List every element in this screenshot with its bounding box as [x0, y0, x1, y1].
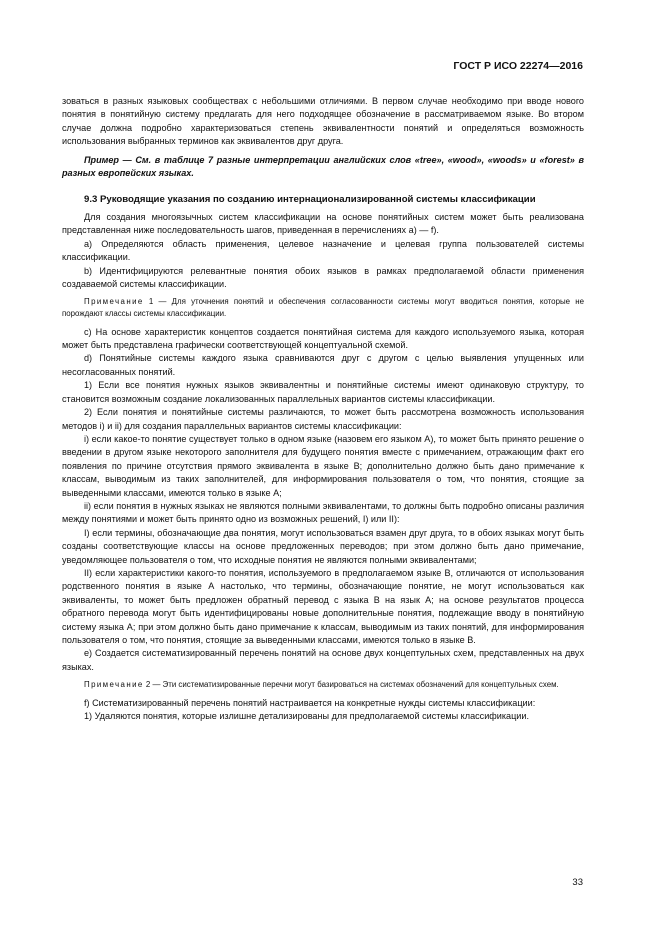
example-note: Пример — См. в таблице 7 разные интерпретации английских слов «tree», «wood», «woods» и «forest» в разных европейских языках. — [62, 154, 584, 179]
list-item-e: е) Создается систематизированный перечень понятий на основе двух концептульных схем, представленных на двух языках. — [62, 648, 584, 672]
list-item-I: I) если термины, обозначающие два понятия, могут использоваться взамен друг друга, то в обоих языках могут быть созданы соответствующие классы на основе предложенных переводов; при этом должно быть дано примечание, уведомляющее пользователя о том, что исходные понятия не являются полными эквивалентами; — [62, 527, 584, 565]
document-id: ГОСТ Р ИСО 22274—2016 — [453, 60, 583, 72]
paragraph-intro: зоваться в разных языковых сообществах с небольшими отличиями. В первом случае необходимо при вводе нового понятия в понятийную систему предлагать для него подходящее обозначение в рассматриваемом языке. Во втором случае должна подробно характеризоваться степень эквивалентности понятий и определяться возможность использования выбранных терминов как эквивалентов друг друга. — [62, 96, 584, 147]
list-item-f-1: 1) Удаляются понятия, которые излишне детализированы для предполагаемой системы классификации. — [84, 711, 529, 722]
paragraph-intro-steps: Для создания многоязычных систем классификации на основе понятийных систем может быть реализована представленная ниже последовательность шагов, приведенная в перечислениях а) — f). — [62, 212, 584, 236]
note-2-label: Примечание — [84, 680, 144, 690]
list-item-f: f) Систематизированный перечень понятий настраивается на конкретные нужды системы классификации: — [84, 697, 536, 708]
list-item-II: II) если характеристики какого-то понятия, используемого в предполагаемом языке В, отличаются от использования родственного понятия в языке А настолько, что термины, обозначающие понятие, не могут использоваться как эквиваленты, то может быть предложен обратный перевод с языка В на язык А; на основе результатов процесса обратного перевода могут быть идентифицированы новые дополнительные понятия, подлежащие вводу в понятийную систему языка А; при этом должно быть дано примечание к классам, выводимым из таких понятий, для информирования пользователя о том, что понятия, стоящие за выведенными классами, имеются только в языке В. — [62, 567, 584, 645]
list-item-i: i) если какое-то понятие существует только в одном языке (назовем его языком А), то может быть принято решение о введении в другом языке некоторого заполнителя для будущего понятия вместе с примечанием, отражающим факт его появления по причине отсутствия прямого эквивалента в языке В; дополнительно должно быть дано примечание к классам, выводимым из таких заполнителей, для информирования пользователя о том, что понятия, стоящие за выведенными классами, имеются только в языке А; — [62, 433, 584, 498]
page-number: 33 — [572, 877, 583, 888]
note-1-text: 1 — Для уточнения понятий и обеспечения согласованности системы могут вводиться понятия, которые не порождают классы системы классификации. — [62, 297, 584, 319]
note-2 — [62, 679, 584, 691]
list-item-a: а) Определяются область применения, целевое назначение и целевая группа пользователей системы классификации. — [62, 238, 584, 263]
note-2-text: 2 — Эти систематизированные перечни могут базироваться на системах обозначений для концептульных схем. — [143, 680, 559, 690]
list-item-ii: ii) если понятия в нужных языках не являются полными эквивалентами, то должны быть подробно описаны различия между понятиями и может быть принято одно из возможных решений, I) или II): — [62, 500, 584, 525]
list-item-c: с) На основе характеристик концептов создается понятийная система для каждого используемого языка, которая может быть представлена графически соответствующей концептуальной схемой. — [62, 326, 584, 351]
note-1 — [62, 296, 584, 319]
page-body — [62, 95, 584, 724]
list-item-d-1: 1) Если все понятия нужных языков эквивалентны и понятийные системы имеют одинаковую структуру, то становится возможным создание локализованных параллельных вариантов системы классификации. — [62, 380, 584, 404]
section-heading: 9.3 Руководящие указания по созданию интернационализированной системы классификации — [84, 194, 536, 206]
list-item-d-2: 2) Если понятия и понятийные системы различаются, то может быть рассмотрена возможность использования методов i) и ii) для создания параллельных вариантов системы классификации: — [62, 407, 584, 431]
note-1-label: Примечание — [84, 297, 144, 307]
list-item-d: d) Понятийные системы каждого языка сравниваются друг с другом с целью выявления упущенных или несогласованных понятий. — [62, 353, 584, 377]
list-item-b: b) Идентифицируются релевантные понятия обоих языков в рамках предполагаемой области применения создаваемой системы классификации. — [62, 265, 584, 290]
